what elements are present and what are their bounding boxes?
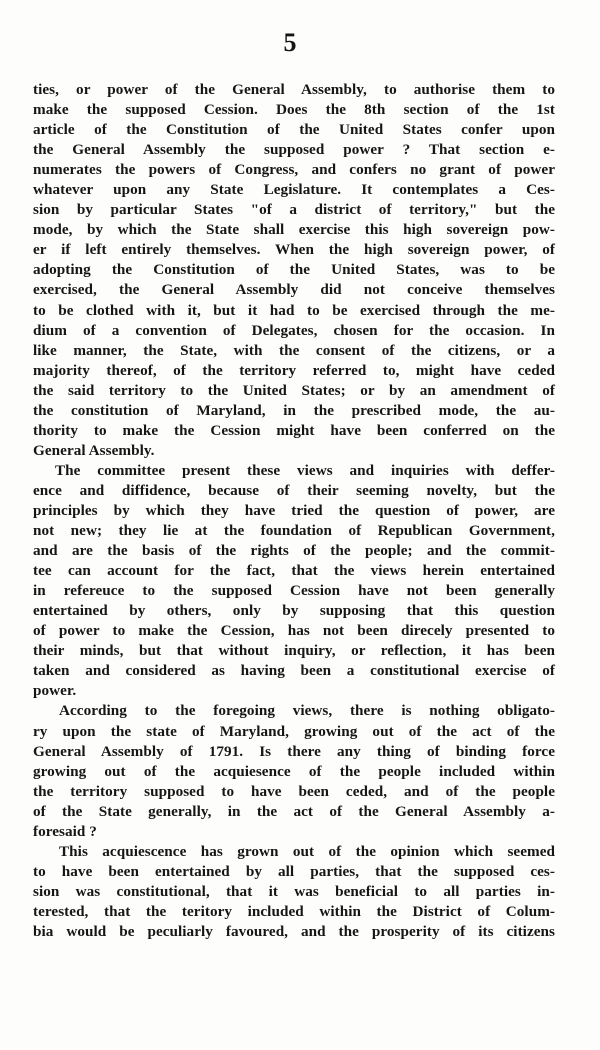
- body-text: [33, 80, 555, 942]
- paragraph-4: [33, 842, 555, 942]
- text-line: foresaid ?: [33, 822, 97, 840]
- text-line: dium of a convention of Delegates, chosen for the occasion. In: [33, 321, 555, 339]
- text-line: growing out of the acquiesence of the people included within: [33, 762, 555, 780]
- text-line: General Assembly of 1791. Is there any thing of binding force: [33, 742, 555, 760]
- text-line: mode, by which the State shall exercise this high sovereign pow-: [33, 221, 555, 239]
- text-line: of the State generally, in the act of the General Assembly a-: [33, 802, 555, 820]
- text-line: and are the basis of the rights of the people; and the commit-: [33, 542, 555, 560]
- paragraph-2: [33, 461, 555, 702]
- text-line: This acquiescence has grown out of the opinion which seemed: [59, 842, 555, 860]
- text-line: er if left entirely themselves. When the high sovereign power, of: [33, 241, 555, 259]
- text-line: taken and considered as having been a constitutional exercise of: [33, 662, 555, 680]
- text-line: the constitution of Maryland, in the prescribed mode, the au-: [33, 401, 555, 419]
- text-line: not new; they lie at the foundation of Republican Government,: [33, 522, 555, 540]
- text-line: the territory supposed to have been ceded, and of the people: [33, 782, 555, 800]
- text-line: whatever upon any State Legislature. It contemplates a Ces-: [33, 181, 555, 199]
- text-line: the said territory to the United States; or by an amendment of: [33, 381, 555, 399]
- text-line: to have been entertained by all parties, that the supposed ces-: [33, 862, 555, 880]
- text-line: article of the Constitution of the United States confer upon: [33, 121, 555, 139]
- text-line: ry upon the state of Maryland, growing out of the act of the: [33, 722, 555, 740]
- text-line: in refereuce to the supposed Cession have not been generally: [33, 582, 555, 600]
- text-line: to be clothed with it, but it had to be exercised through the me-: [33, 301, 555, 319]
- text-line: ence and diffidence, because of their seeming novelty, but the: [33, 481, 555, 499]
- text-line: make the supposed Cession. Does the 8th section of the 1st: [33, 101, 555, 119]
- text-line: According to the foregoing views, there is nothing obligato-: [59, 702, 555, 720]
- paragraph-1: [33, 80, 555, 461]
- text-line: sion was constitutional, that it was beneficial to all parties in-: [33, 882, 555, 900]
- text-line: ties, or power of the General Assembly, to authorise them to: [33, 81, 555, 98]
- text-line: tee can account for the fact, that the views herein entertained: [33, 562, 555, 580]
- text-line: sion by particular States "of a district of territory," but the: [33, 201, 555, 219]
- text-line: the General Assembly the supposed power ? That section e-: [33, 141, 555, 159]
- text-line: General Assembly.: [33, 441, 155, 459]
- text-line: of power to make the Cession, has not been direcely presented to: [33, 622, 555, 640]
- text-line: exercised, the General Assembly did not conceive themselves: [33, 281, 555, 299]
- text-line: bia would be peculiarly favoured, and the prosperity of its citizens: [33, 922, 555, 940]
- page-number: 5: [283, 28, 297, 57]
- text-line: numerates the powers of Congress, and confers no grant of power: [33, 161, 555, 179]
- text-line: entertained by others, only by supposing that this question: [33, 602, 555, 620]
- text-line: like manner, the State, with the consent of the citizens, or a: [33, 341, 555, 359]
- paragraph-3: [33, 701, 555, 841]
- text-line: adopting the Constitution of the United States, was to be: [33, 261, 555, 279]
- text-line: majority thereof, of the territory referred to, might have ceded: [33, 361, 555, 379]
- text-line: The committee present these views and inquiries with deffer-: [55, 461, 555, 479]
- text-line: terested, that the teritory included within the District of Colum-: [33, 902, 555, 920]
- text-line: thority to make the Cession might have been conferred on the: [33, 421, 555, 439]
- text-line: their minds, but that without inquiry, or reflection, it has been: [33, 642, 555, 660]
- text-line: power.: [33, 682, 77, 700]
- text-line: principles by which they have tried the question of power, are: [33, 501, 555, 519]
